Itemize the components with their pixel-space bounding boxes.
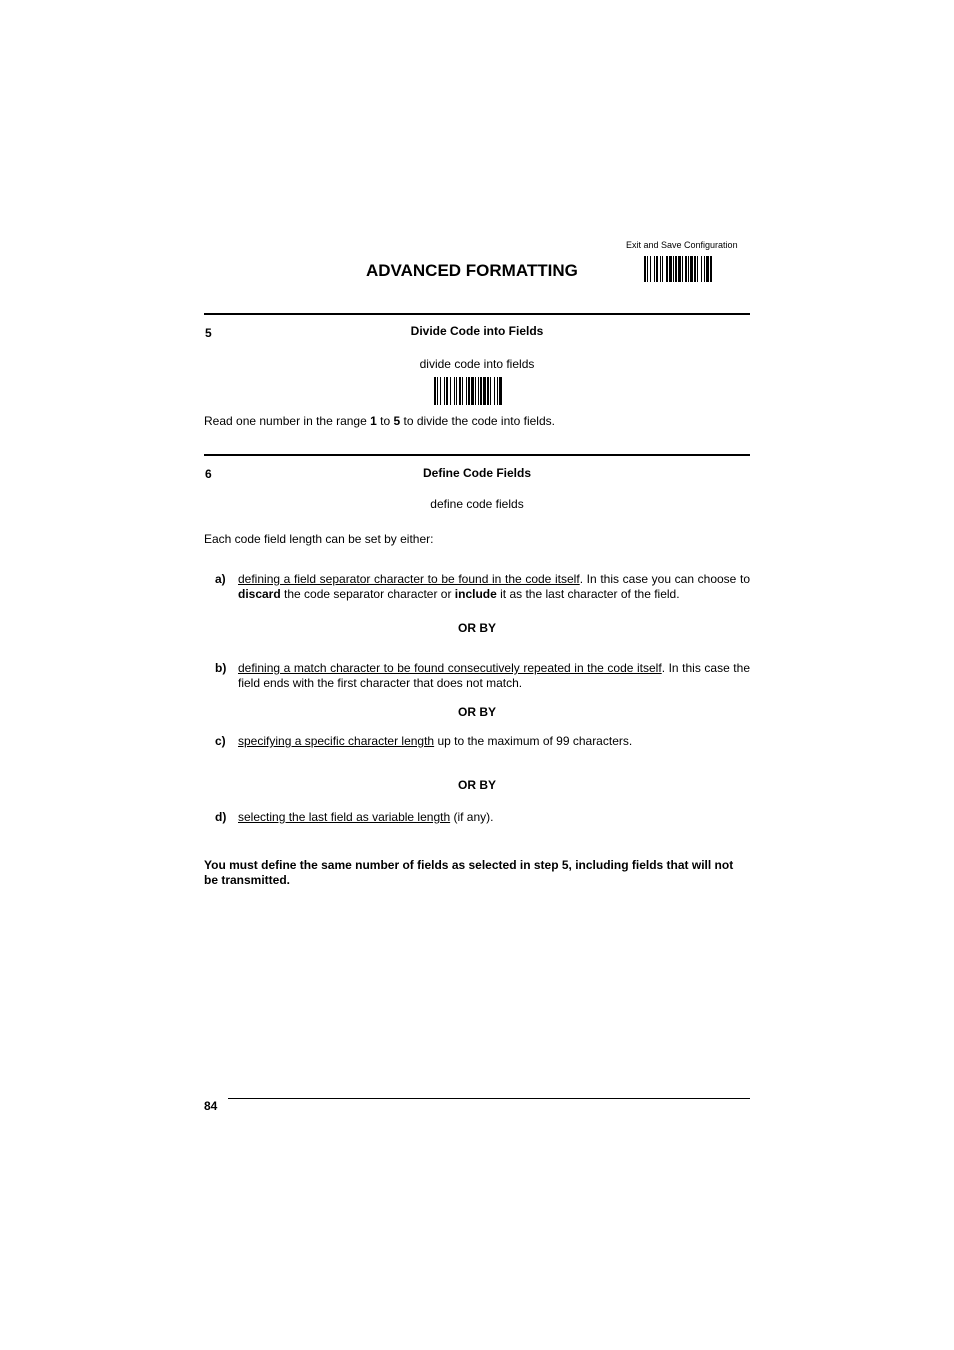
barcode-bar bbox=[446, 377, 448, 405]
list-item-label: b) bbox=[215, 661, 227, 675]
list-item-label: d) bbox=[215, 810, 227, 824]
step-instructions: Read one number in the range 1 to 5 to divide the code into fields. bbox=[204, 414, 555, 428]
page-title: ADVANCED FORMATTING bbox=[366, 261, 578, 280]
barcode-bar bbox=[690, 256, 693, 282]
step-number: 5 bbox=[205, 326, 212, 340]
list-item: defining a match character to be found consecutively repeated in the code itself. In this case the field ends with the first character that does not match. bbox=[238, 661, 750, 690]
warning-note: You must define the same number of fields as selected in step 5, including fields that will not be transmitted. bbox=[204, 858, 734, 887]
barcode-bar bbox=[456, 377, 457, 405]
section-divider bbox=[204, 454, 750, 456]
barcode-bar bbox=[706, 256, 709, 282]
divide-fields-barcode bbox=[434, 377, 520, 405]
intro-text: Each code field length can be set by either: bbox=[204, 532, 434, 546]
list-item: defining a field separator character to be found in the code itself. In this case you can choose to discard the code separator character or include it as the last character of the field. bbox=[238, 572, 750, 601]
barcode-bar bbox=[499, 377, 502, 405]
barcode-bar bbox=[483, 377, 486, 405]
barcode-bar bbox=[697, 256, 698, 282]
page-number: 84 bbox=[204, 1099, 218, 1113]
barcode-label: define code fields bbox=[430, 497, 524, 511]
or-by-separator: OR BY bbox=[457, 705, 496, 719]
list-item: specifying a specific character length up to the maximum of 99 characters. bbox=[238, 734, 633, 748]
barcode-bar bbox=[647, 256, 648, 282]
barcode-bar bbox=[471, 377, 474, 405]
or-by-separator: OR BY bbox=[457, 778, 496, 792]
barcode-bar bbox=[450, 377, 451, 405]
barcode-bar bbox=[462, 377, 463, 405]
list-item: selecting the last field as variable length (if any). bbox=[238, 810, 494, 824]
exit-save-barcode bbox=[644, 256, 728, 282]
barcode-bar bbox=[437, 377, 438, 405]
barcode-bar bbox=[490, 377, 491, 405]
barcode-bar bbox=[454, 377, 455, 405]
barcode-bar bbox=[662, 256, 663, 282]
or-by-separator: OR BY bbox=[457, 621, 496, 635]
barcode-bar bbox=[480, 377, 482, 405]
barcode-bar bbox=[656, 256, 658, 282]
step-title: Divide Code into Fields bbox=[410, 324, 544, 338]
list-item-label: c) bbox=[215, 734, 226, 748]
barcode-bar bbox=[710, 256, 712, 282]
barcode-bar bbox=[466, 377, 467, 405]
barcode-bar bbox=[685, 256, 687, 282]
barcode-bar bbox=[440, 377, 441, 405]
barcode-bar bbox=[434, 377, 436, 405]
barcode-bar bbox=[660, 256, 661, 282]
barcode-bar bbox=[644, 256, 646, 282]
step-number: 6 bbox=[205, 467, 212, 481]
barcode-bar bbox=[675, 256, 677, 282]
barcode-bar bbox=[444, 377, 445, 405]
barcode-bar bbox=[673, 256, 674, 282]
barcode-bar bbox=[459, 377, 461, 405]
barcode-bar bbox=[487, 377, 489, 405]
barcode-bar bbox=[494, 377, 495, 405]
footer-rule bbox=[228, 1098, 750, 1099]
barcode-bar bbox=[694, 256, 696, 282]
section-divider bbox=[204, 313, 750, 315]
barcode-bar bbox=[666, 256, 668, 282]
barcode-bar bbox=[497, 377, 498, 405]
barcode-bar bbox=[682, 256, 683, 282]
barcode-bar bbox=[468, 377, 470, 405]
barcode-bar bbox=[701, 256, 702, 282]
barcode-bar bbox=[678, 256, 681, 282]
barcode-bar bbox=[475, 377, 476, 405]
exit-save-label: Exit and Save Configuration bbox=[626, 240, 738, 250]
step-title: Define Code Fields bbox=[422, 466, 532, 480]
barcode-label: divide code into fields bbox=[419, 357, 535, 371]
barcode-bar bbox=[650, 256, 651, 282]
barcode-bar bbox=[688, 256, 689, 282]
barcode-bar bbox=[654, 256, 655, 282]
barcode-bar bbox=[669, 256, 672, 282]
barcode-bar bbox=[704, 256, 705, 282]
list-item-label: a) bbox=[215, 572, 226, 586]
barcode-bar bbox=[478, 377, 479, 405]
